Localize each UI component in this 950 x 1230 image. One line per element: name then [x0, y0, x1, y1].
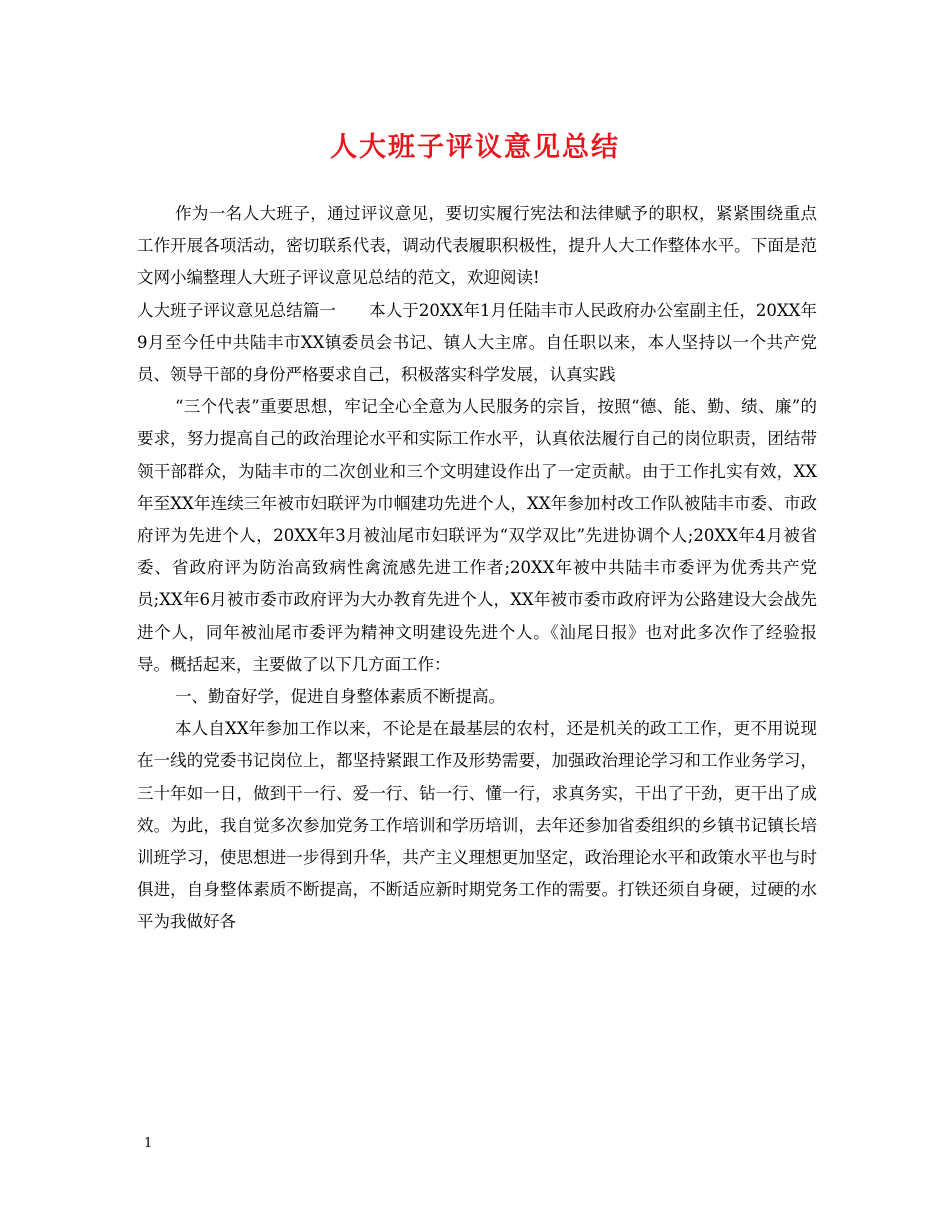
section-heading-one: 一、勤奋好学，促进自身整体素质不断提高。 — [174, 687, 505, 707]
intro-paragraph: 作为一名人大班子，通过评议意见，要切实履行宪法和法律赋予的职权，紧紧围绕重点工作开展各项活动，密切联系代表，调动代表履职积极性，提升人大工作整体水平。下面是范文网小编整理人大班子评议意见总结的范文，欢迎阅读! — [137, 204, 817, 288]
page-number: 1 — [144, 1136, 153, 1151]
section-one-paragraph: 人大班子评议意见总结篇一 本人于20XX年1月任陆丰市人民政府办公室副主任，20XX年9月至今任中共陆丰市XX镇委员会书记、镇人大主席。自任职以来，本人坚持以一个共产党员、领导干部的身份严格要求自己，积极落实科学发展，认真实践 — [137, 300, 817, 385]
three-represents-paragraph: “三个代表”重要思想，牢记全心全意为人民服务的宗旨，按照“德、能、勤、绩、廉”的要求，努力提高自己的政治理论水平和实际工作水平，认真依法履行自己的岗位职责，团结带领干部群众，为陆丰市的二次创业和三个文明建设作出了一定贡献。由于工作扎实有效，XX年至XX年连续三年被市妇联评为巾帼建功先进个人，XX年参加村改工作队被陆丰市委、市政府评为先进个人，20XX年3月被汕尾市妇联评为“双学双比”先进协调个人;20XX年4月被省委、省政府评为防治高致病性禽流感先进工作者;20XX年被中共陆丰市委评为优秀共产党员;XX年6月被市委市政府评为大办教育先进个人，XX年被市委市政府评为公路建设大会战先进个人，同年被汕尾市委评为精神文明建设先进个人。《汕尾日报》也对此多次作了经验报导。概括起来，主要做了以下几方面工作： — [137, 397, 817, 674]
study-paragraph: 本人自XX年参加工作以来，不论是在最基层的农村，还是机关的政工工作，更不用说现在一线的党委书记岗位上，都坚持紧跟工作及形势需要，加强政治理论学习和工作业务学习，三十年如一日，做到干一行、爱一行、钻一行、懂一行，求真务实，干出了干劲，更干出了成效。为此，我自觉多次参加党务工作培训和学历培训，去年还参加省委组织的乡镇书记镇长培训班学习，使思想进一步得到升华，共产主义理想更加坚定，政治理论水平和政策水平也与时俱进，自身整体素质不断提高，不断适应新时期党务工作的需要。打铁还须自身硬，过硬的水平为我做好各 — [137, 719, 817, 932]
document-title: 人大班子评议意见总结 — [330, 132, 620, 163]
document-body — [137, 198, 817, 939]
